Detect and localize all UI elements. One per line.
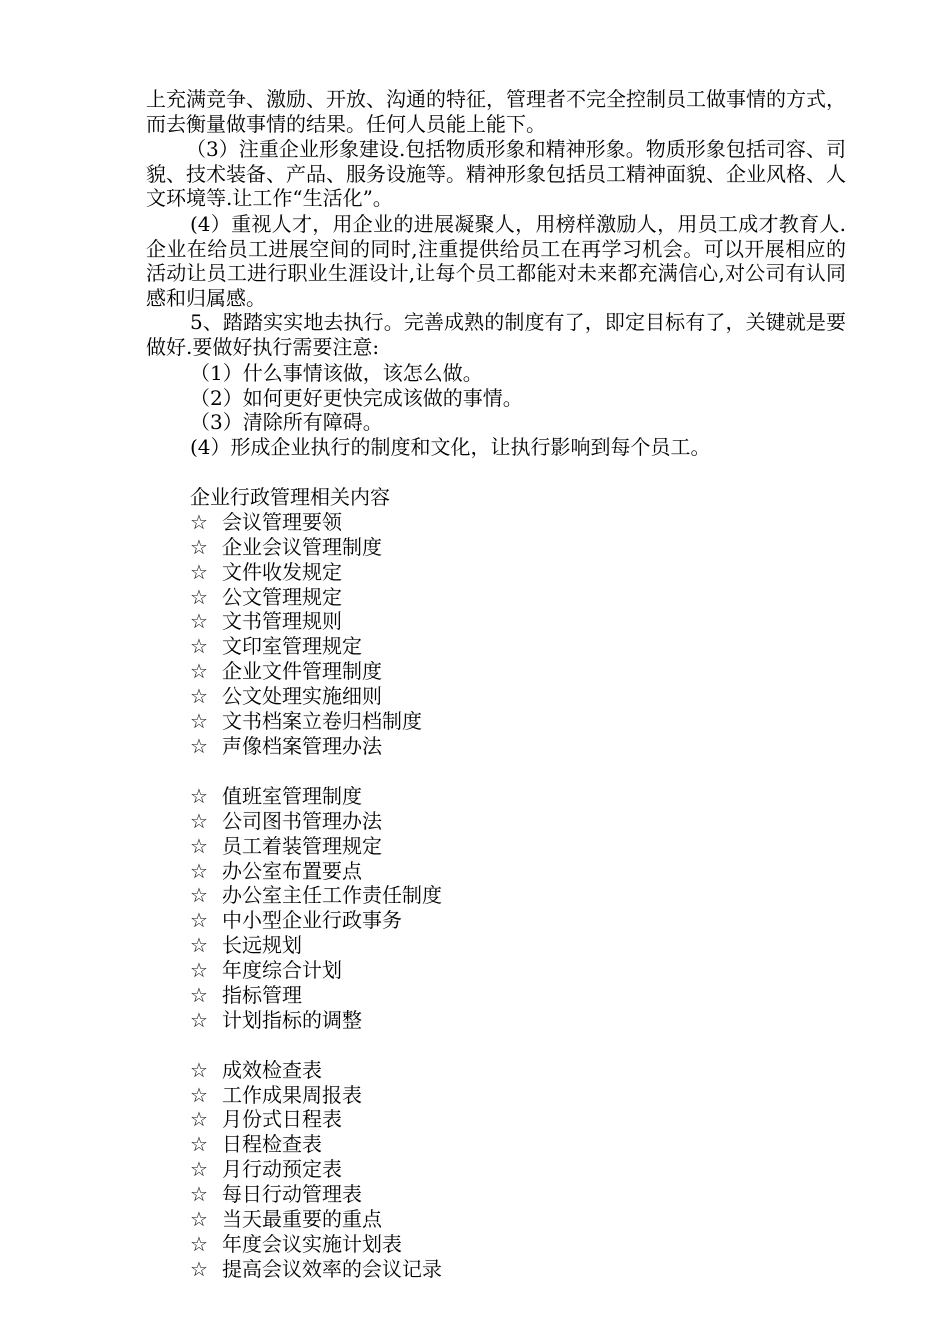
- list-item: ☆ 会议管理要领: [190, 510, 342, 534]
- list-item: ☆ 指标管理: [190, 983, 302, 1007]
- star-icon: ☆: [190, 1182, 208, 1206]
- step-2: （2）如何更好更快完成该做的事情。: [190, 386, 523, 410]
- list-item: ☆ 值班室管理制度: [190, 784, 362, 808]
- list-item: ☆ 提高会议效率的会议记录: [190, 1257, 442, 1281]
- list-item: ☆ 中小型企业行政事务: [190, 908, 402, 932]
- star-icon: ☆: [190, 1132, 208, 1156]
- star-icon: ☆: [190, 784, 208, 808]
- list-item: ☆ 文件收发规定: [190, 560, 342, 584]
- star-icon: ☆: [190, 510, 208, 534]
- list-item: ☆ 公文处理实施细则: [190, 684, 382, 708]
- star-icon: ☆: [190, 535, 208, 559]
- list-item: ☆ 员工着装管理规定: [190, 834, 382, 858]
- star-icon: ☆: [190, 634, 208, 658]
- list-item: ☆ 公文管理规定: [190, 585, 342, 609]
- star-icon: ☆: [190, 834, 208, 858]
- star-icon: ☆: [190, 609, 208, 633]
- list-item: ☆ 月行动预定表: [190, 1157, 342, 1181]
- list-item: ☆ 声像档案管理办法: [190, 734, 382, 758]
- step-3: （3）清除所有障碍。: [190, 410, 383, 434]
- star-icon: ☆: [190, 709, 208, 733]
- star-icon: ☆: [190, 734, 208, 758]
- star-icon: ☆: [190, 908, 208, 932]
- star-icon: ☆: [190, 1157, 208, 1181]
- star-icon: ☆: [190, 560, 208, 584]
- star-icon: ☆: [190, 1107, 208, 1131]
- list-item: ☆ 每日行动管理表: [190, 1182, 362, 1206]
- list-item: ☆ 公司图书管理办法: [190, 809, 382, 833]
- paragraph-corporate-image: （3）注重企业形象建设.包括物质形象和精神形象。物质形象包括司容、司貌、技术装备、产品、服务设施等。精神形象包括员工精神面貌、企业风格、人文环境等.让工作“生活化”。: [146, 137, 846, 211]
- star-icon: ☆: [190, 1083, 208, 1107]
- star-icon: ☆: [190, 1257, 208, 1281]
- section-title: 企业行政管理相关内容: [190, 485, 390, 509]
- list-item: ☆ 当天最重要的重点: [190, 1207, 382, 1231]
- list-item: ☆ 工作成果周报表: [190, 1083, 362, 1107]
- star-icon: ☆: [190, 1232, 208, 1256]
- list-item: ☆ 成效检查表: [190, 1058, 322, 1082]
- star-icon: ☆: [190, 933, 208, 957]
- list-item: ☆ 办公室布置要点: [190, 859, 362, 883]
- paragraph-culture-end: 上充满竞争、激励、开放、沟通的特征，管理者不完全控制员工做事情的方式，而去衡量做事情的结果。任何人员能上能下。: [146, 87, 846, 136]
- list-item: ☆ 日程检查表: [190, 1132, 322, 1156]
- star-icon: ☆: [190, 983, 208, 1007]
- list-item: ☆ 文印室管理规定: [190, 634, 362, 658]
- list-item: ☆ 文书档案立卷归档制度: [190, 709, 422, 733]
- paragraph-talent: (4）重视人才，用企业的进展凝聚人，用榜样激励人，用员工成才教育人.企业在给员工进展空间的同时,注重提供给员工在再学习机会。可以开展相应的活动让员工进行职业生涯设计,让每个员工都能对未来都充满信心,对公司有认同感和归属感。: [146, 212, 846, 310]
- star-icon: ☆: [190, 659, 208, 683]
- star-icon: ☆: [190, 1008, 208, 1032]
- list-item: ☆ 计划指标的调整: [190, 1008, 362, 1032]
- list-item: ☆ 文书管理规则: [190, 609, 342, 633]
- list-item: ☆ 年度综合计划: [190, 958, 342, 982]
- list-item: ☆ 办公室主任工作责任制度: [190, 883, 442, 907]
- step-4: (4）形成企业执行的制度和文化，让执行影响到每个员工。: [190, 435, 711, 459]
- paragraph-execution: 5、踏踏实实地去执行。完善成熟的制度有了，即定目标有了，关键就是要做好.要做好执行需要注意:: [146, 310, 846, 359]
- star-icon: ☆: [190, 883, 208, 907]
- star-icon: ☆: [190, 859, 208, 883]
- star-icon: ☆: [190, 958, 208, 982]
- star-icon: ☆: [190, 1058, 208, 1082]
- list-item: ☆ 企业文件管理制度: [190, 659, 382, 683]
- star-icon: ☆: [190, 1207, 208, 1231]
- list-item: ☆ 企业会议管理制度: [190, 535, 382, 559]
- star-icon: ☆: [190, 585, 208, 609]
- list-item: ☆ 月份式日程表: [190, 1107, 342, 1131]
- list-item: ☆ 长远规划: [190, 933, 302, 957]
- star-icon: ☆: [190, 809, 208, 833]
- star-icon: ☆: [190, 684, 208, 708]
- list-item: ☆ 年度会议实施计划表: [190, 1232, 402, 1256]
- step-1: （1）什么事情该做，该怎么做。: [190, 361, 483, 385]
